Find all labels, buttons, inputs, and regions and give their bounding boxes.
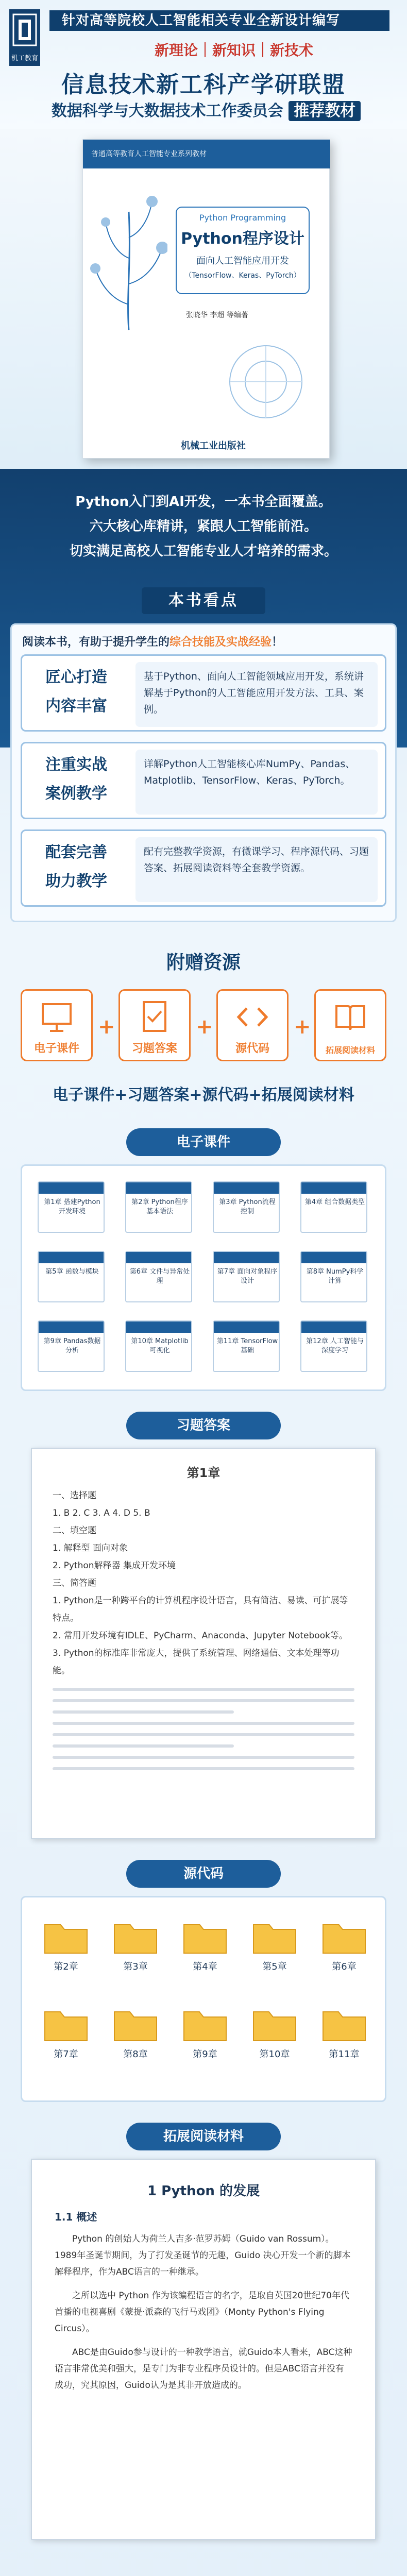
source-folder xyxy=(107,1918,164,1973)
courseware-panel xyxy=(21,1164,386,1391)
resources-icon-row xyxy=(21,989,386,1066)
courseware-slide xyxy=(300,1251,367,1302)
plus-icon: + xyxy=(294,1015,311,1039)
source-code-panel xyxy=(21,1896,386,2102)
courseware-heading: 电子课件 xyxy=(126,1128,281,1156)
slide-caption: 第8章 NumPy科学计算 xyxy=(306,1268,364,1285)
cover-title-box xyxy=(176,207,310,294)
slide-caption: 第3章 Python流程控制 xyxy=(219,1198,276,1215)
cover-subtitle-2: （TensorFlow、Keras、PyTorch） xyxy=(184,272,301,280)
resource-courseware-label: 电子课件 xyxy=(33,1042,79,1055)
recommend-badge: 推荐教材 xyxy=(289,101,361,121)
source-folder xyxy=(246,2006,303,2060)
source-code-heading: 源代码 xyxy=(126,1860,281,1888)
source-folder xyxy=(177,2006,233,2060)
slide-header-bar xyxy=(126,1321,191,1333)
reading-section-title: 1.1 概述 xyxy=(55,2211,97,2223)
exercises-heading: 习题答案 xyxy=(126,1412,281,1439)
slide-caption: 第10章 Matplotlib可视化 xyxy=(131,1337,189,1354)
slide-header-bar xyxy=(214,1252,279,1263)
folder-icon xyxy=(112,2006,159,2043)
hero-section xyxy=(0,129,407,469)
plus-icon: + xyxy=(196,1015,213,1039)
tag-line: 新理论｜新知识｜新技术 xyxy=(155,42,314,59)
feature-2-label-line-2: 案例教学 xyxy=(45,785,107,803)
source-folder-label: 第8章 xyxy=(123,2049,148,2060)
slide-header-bar xyxy=(301,1182,366,1194)
source-folder-label: 第5章 xyxy=(262,1961,287,1972)
code-icon xyxy=(234,999,270,1035)
slide-caption: 第6章 文件与异常处理 xyxy=(129,1268,190,1285)
resource-courseware xyxy=(21,989,93,1061)
text-placeholder-line xyxy=(53,1767,354,1770)
highlights-lead xyxy=(22,633,283,649)
courseware-slide xyxy=(300,1320,367,1372)
exercise-line: 二、填空题 xyxy=(53,1526,96,1536)
slide-caption: 第11章 TensorFlow基础 xyxy=(216,1337,278,1354)
cover-title: Python程序设计 xyxy=(181,230,304,248)
machine-press-logo-icon xyxy=(9,9,40,50)
text-placeholder-line xyxy=(53,1733,354,1736)
slide-header-bar xyxy=(214,1182,279,1194)
presentation-icon xyxy=(39,999,75,1035)
courseware-slide xyxy=(38,1181,105,1233)
cover-series-text: 普通高等教育人工智能专业系列教材 xyxy=(91,150,207,158)
feature-1 xyxy=(21,654,386,732)
source-folder-label: 第6章 xyxy=(332,1961,357,1972)
feature-2 xyxy=(21,742,386,819)
intro-text xyxy=(31,489,376,564)
resources-summary: 电子课件+习题答案+源代码+拓展阅读材料 xyxy=(53,1086,354,1104)
slide-caption: 第9章 Pandas数据分析 xyxy=(43,1337,101,1354)
slide-caption: 第4章 组合数据类型 xyxy=(304,1198,365,1206)
courseware-slide xyxy=(125,1181,192,1233)
highlights-lead-prefix: 阅读本书，有助于提升学生的 xyxy=(22,636,170,649)
slide-header-bar xyxy=(39,1182,104,1194)
feature-3 xyxy=(21,829,386,907)
resource-reading xyxy=(314,989,386,1061)
resources-section xyxy=(0,933,407,2576)
cover-publisher: 机械工业出版社 xyxy=(181,440,246,451)
exercise-line: 1. Python是一种跨平台的计算机程序设计语言，具有简洁、易读、可扩展等特点。 xyxy=(53,1596,348,1623)
highlights-lead-suffix: ！ xyxy=(272,636,283,649)
slide-caption: 第1章 搭建Python开发环境 xyxy=(44,1198,100,1215)
publisher-logo xyxy=(9,9,40,66)
feature-2-label-line-1: 注重实战 xyxy=(45,756,107,774)
cover-subtitle-1: 面向人工智能应用开发 xyxy=(196,256,289,266)
feature-1-label-line-2: 内容丰富 xyxy=(45,697,107,715)
source-folder-label: 第4章 xyxy=(193,1961,217,1972)
courseware-slide xyxy=(125,1251,192,1302)
exercises-page xyxy=(31,1448,376,1839)
document-check-icon xyxy=(137,999,173,1035)
source-folder xyxy=(107,2006,164,2060)
folder-icon xyxy=(251,1918,298,1955)
slide-header-bar xyxy=(126,1252,191,1263)
source-folder-label: 第2章 xyxy=(54,1961,78,1972)
reading-paragraph: 之所以选中 Python 作为该编程语言的名字，是取自英国20世纪70年代首播的电视喜剧《蒙提·派森的飞行马戏团》（Monty Python's Flying Circus）。 xyxy=(55,2291,349,2334)
exercise-line: 第1章 xyxy=(186,1466,221,1480)
plus-icon: + xyxy=(98,1015,115,1039)
resource-answers-label: 习题答案 xyxy=(131,1042,177,1055)
book-cover xyxy=(82,139,330,459)
cover-authors: 张晓华 李超 等编著 xyxy=(186,311,248,319)
highlights-lead-highlight: 综合技能及实战经验 xyxy=(169,636,272,649)
main-title: 信息技术新工科产学研联盟 xyxy=(61,72,346,98)
folder-icon xyxy=(43,2006,89,2043)
intro-line-2: 六大核心库精讲，紧跟人工智能前沿。 xyxy=(89,519,317,534)
exercise-line: 1. B 2. C 3. A 4. D 5. B xyxy=(53,1508,150,1518)
source-folder xyxy=(316,1918,372,1973)
folder-icon xyxy=(182,2006,228,2043)
publisher-logo-text: 机工教育 xyxy=(11,55,38,62)
feature-2-label xyxy=(27,751,125,811)
source-folder-label: 第11章 xyxy=(329,2049,360,2060)
feature-1-label-line-1: 匠心打造 xyxy=(45,668,107,686)
resource-reading-label: 拓展阅读材料 xyxy=(325,1045,375,1055)
source-folder xyxy=(38,2006,94,2060)
text-placeholder-line xyxy=(53,1722,354,1725)
source-folder xyxy=(38,1918,94,1973)
courseware-slide xyxy=(213,1320,280,1372)
slide-caption: 第12章 人工智能与深度学习 xyxy=(306,1337,364,1354)
intro-line-3: 切实满足高校人工智能专业人才培养的需求。 xyxy=(69,544,337,559)
highlights-heading: 本书看点 xyxy=(142,587,265,614)
sub-title-prefix: 数据科学与大数据技术工作委员会 xyxy=(51,102,283,120)
text-placeholder-line xyxy=(53,1688,354,1691)
courseware-slide xyxy=(213,1181,280,1233)
source-folder xyxy=(246,1918,303,1973)
reading-heading: 拓展阅读材料 xyxy=(126,2123,281,2150)
exercise-line: 一、选择题 xyxy=(53,1490,96,1501)
source-folder-label: 第3章 xyxy=(123,1961,148,1972)
text-placeholder-line xyxy=(53,1699,354,1702)
feature-3-label-line-1: 配套完善 xyxy=(45,843,107,861)
cover-plant-illustration-icon xyxy=(90,181,167,335)
cover-english-title: Python Programming xyxy=(199,213,286,223)
top-banner: 针对高等院校人工智能相关专业全新设计编写 xyxy=(49,10,389,31)
courseware-slide xyxy=(213,1251,280,1302)
exercise-line: 2. 常用开发环境有IDLE、PyCharm、Anaconda、Jupyter Notebook等。 xyxy=(53,1631,348,1641)
folder-icon xyxy=(182,1918,228,1955)
cover-top-strip xyxy=(83,140,330,168)
folder-icon xyxy=(251,2006,298,2043)
resource-answers xyxy=(118,989,191,1061)
reading-paragraph: ABC是由Guido参与设计的一种教学语言，就Guido本人看来，ABC这种语言非常优美和强大，是专门为非专业程序员设计的。但是ABC语言并没有成功，究其原因，Guido认为是其非开放造成的。 xyxy=(55,2347,352,2391)
feature-1-text: 基于Python、面向人工智能领域应用开发，系统讲解基于Python的人工智能应用开发方法、工具、案例。 xyxy=(135,662,378,727)
resource-source-code-label: 源代码 xyxy=(235,1042,269,1055)
source-folder-label: 第10章 xyxy=(259,2049,290,2060)
slide-caption: 第2章 Python程序基本语法 xyxy=(131,1198,188,1215)
slide-header-bar xyxy=(39,1252,104,1263)
courseware-slide xyxy=(125,1320,192,1372)
courseware-slide xyxy=(38,1320,105,1372)
feature-3-label xyxy=(27,838,125,899)
slide-header-bar xyxy=(39,1321,104,1333)
folder-icon xyxy=(112,1918,159,1955)
exercise-line: 2. Python解释器 集成开发环境 xyxy=(53,1561,176,1571)
source-folder-label: 第7章 xyxy=(54,2049,78,2060)
exercise-lines xyxy=(53,1464,354,1770)
folder-icon xyxy=(321,1918,367,1955)
intro-line-1: Python入门到AI开发，一本书全面覆盖。 xyxy=(75,494,332,510)
text-placeholder-line xyxy=(53,1744,234,1748)
exercise-line: 3. Python的标准库非常庞大，提供了系统管理、网络通信、文本处理等功能。 xyxy=(53,1648,340,1676)
reading-page xyxy=(31,2159,376,2540)
cover-circuit-icon xyxy=(217,335,315,428)
source-folder-label: 第9章 xyxy=(193,2049,217,2060)
intro-section xyxy=(0,469,407,933)
exercise-line: 三、简答题 xyxy=(53,1578,96,1588)
source-folder xyxy=(177,1918,233,1973)
page-header xyxy=(0,0,407,129)
book-icon xyxy=(332,999,368,1035)
slide-header-bar xyxy=(301,1252,366,1263)
folder-icon xyxy=(321,2006,367,2043)
slide-header-bar xyxy=(301,1321,366,1333)
feature-3-label-line-2: 助力教学 xyxy=(45,872,107,890)
slide-header-bar xyxy=(126,1182,191,1194)
reading-paragraph: Python 的创始人为荷兰人吉多·范罗苏姆（Guido van Rossum）。1989年圣诞节期间，为了打发圣诞节的无趣，Guido 决心开发一个新的脚本解释程序，作为ABC语言的一种继承。 xyxy=(55,2234,351,2277)
courseware-slide xyxy=(38,1251,105,1302)
exercise-line: 1. 解释型 面向对象 xyxy=(53,1543,128,1553)
text-placeholder-line xyxy=(53,1756,354,1759)
slide-header-bar xyxy=(214,1321,279,1333)
sub-title xyxy=(21,98,392,121)
reading-chapter-title: 1 Python 的发展 xyxy=(147,2183,260,2199)
feature-3-text: 配有完整教学资源，有微课学习、程序源代码、习题答案、拓展阅读资料等全套教学资源。 xyxy=(135,837,378,902)
source-folder xyxy=(316,2006,372,2060)
resource-source-code xyxy=(216,989,289,1061)
courseware-slide xyxy=(300,1181,367,1233)
resources-heading: 附赠资源 xyxy=(166,952,241,973)
slide-caption: 第7章 面向对象程序设计 xyxy=(217,1268,278,1285)
feature-2-text: 详解Python人工智能核心库NumPy、Pandas、Matplotlib、TensorFlow、Keras、PyTorch。 xyxy=(135,750,378,815)
text-placeholder-line xyxy=(53,1710,234,1714)
slide-caption: 第5章 函数与模块 xyxy=(45,1268,99,1276)
feature-1-label xyxy=(27,663,125,724)
folder-icon xyxy=(43,1918,89,1955)
